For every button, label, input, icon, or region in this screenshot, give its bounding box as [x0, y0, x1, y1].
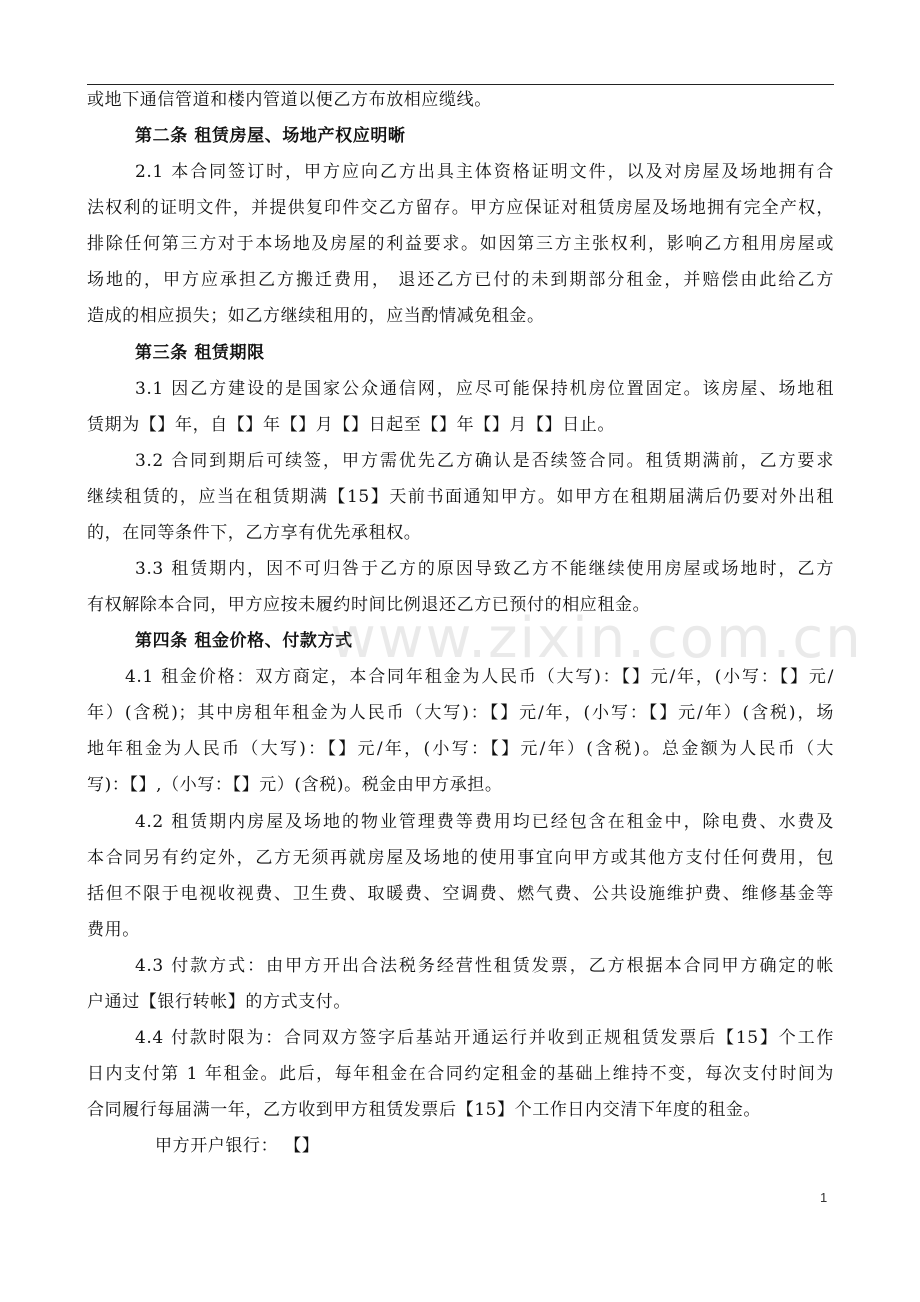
- bank-account-line: 甲方开户银行： 【】: [155, 1136, 320, 1156]
- paragraph-line: 3.2 合同到期后可续签，甲方需优先乙方确认是否续签合同。租赁期满前，乙方要求: [135, 451, 834, 471]
- paragraph-line: 费用。: [87, 920, 140, 940]
- paragraph-line: 造成的相应损失；如乙方继续租用的，应当酌情减免租金。: [87, 306, 545, 326]
- paragraph-line: 场地的，甲方应承担乙方搬迁费用， 退还乙方已付的未到期部分租金，并赔偿由此给乙方: [87, 270, 834, 290]
- paragraph-line: 本合同另有约定外，乙方无须再就房屋及场地的使用事宜向甲方或其他方支付任何费用，包: [87, 848, 834, 868]
- section-heading: 第二条 租赁房屋、场地产权应明晰: [135, 126, 406, 146]
- paragraph-line: 4.1 租金价格：双方商定，本合同年租金为人民币（大写)：【】元/年，(小写：【】元/: [125, 667, 834, 687]
- paragraph-line: 法权利的证明文件，并提供复印件交乙方留存。甲方应保证对租赁房屋及场地拥有完全产权，: [87, 198, 834, 218]
- paragraph-line: 赁期为【】年，自【】年【】月【】日起至【】年【】月【】日止。: [87, 415, 615, 435]
- section-heading: 第三条 租赁期限: [135, 343, 265, 363]
- watermark: www.zixin.com.cn: [330, 606, 863, 671]
- text-line: 或地下通信管道和楼内管道以便乙方布放相应缆线。: [87, 90, 492, 110]
- paragraph-line: 日内支付第 1 年租金。此后，每年租金在合同约定租金的基础上维持不变，每次支付时间为: [87, 1064, 834, 1084]
- paragraph-line: 排除任何第三方对于本场地及房屋的利益要求。如因第三方主张权利，影响乙方租用房屋或: [87, 234, 834, 254]
- header-rule: [87, 84, 834, 85]
- paragraph-line: 写)：【】,（小写：【】元）(含税)。税金由甲方承担。: [87, 775, 503, 795]
- page-number: 1: [820, 1190, 828, 1205]
- paragraph-line: 的，在同等条件下，乙方享有优先承租权。: [87, 523, 422, 543]
- paragraph-line: 3.3 租赁期内，因不可归咎于乙方的原因导致乙方不能继续使用房屋或场地时，乙方: [135, 559, 834, 579]
- paragraph-line: 3.1 因乙方建设的是国家公众通信网，应尽可能保持机房位置固定。该房屋、场地租: [135, 379, 834, 399]
- paragraph-line: 4.4 付款时限为：合同双方签字后基站开通运行并收到正规租赁发票后【15】个工作: [135, 1028, 834, 1048]
- paragraph-line: 户通过【银行转帐】的方式支付。: [87, 992, 351, 1012]
- paragraph-line: 有权解除本合同，甲方应按未履约时间比例退还乙方已预付的相应租金。: [87, 595, 651, 615]
- paragraph-line: 继续租赁的，应当在租赁期满【15】天前书面通知甲方。如甲方在租期届满后仍要对外出租: [87, 487, 834, 507]
- paragraph-line: 4.2 租赁期内房屋及场地的物业管理费等费用均已经包含在租金中，除电费、水费及: [135, 812, 834, 832]
- paragraph-line: 地年租金为人民币（大写)：【】元/年，(小写：【】元/年）(含税)。总金额为人民币（大: [87, 739, 834, 759]
- paragraph-line: 年）(含税)；其中房租年租金为人民币（大写)：【】元/年，(小写：【】元/年）(含税)，场: [87, 703, 834, 723]
- paragraph-line: 括但不限于电视收视费、卫生费、取暖费、空调费、燃气费、公共设施维护费、维修基金等: [87, 884, 834, 904]
- paragraph-line: 合同履行每届满一年，乙方收到甲方租赁发票后【15】个工作日内交清下年度的租金。: [87, 1100, 762, 1120]
- section-heading: 第四条 租金价格、付款方式: [135, 631, 353, 651]
- paragraph-line: 2.1 本合同签订时，甲方应向乙方出具主体资格证明文件，以及对房屋及场地拥有合: [135, 162, 834, 182]
- paragraph-line: 4.3 付款方式：由甲方开出合法税务经营性租赁发票，乙方根据本合同甲方确定的帐: [135, 956, 834, 976]
